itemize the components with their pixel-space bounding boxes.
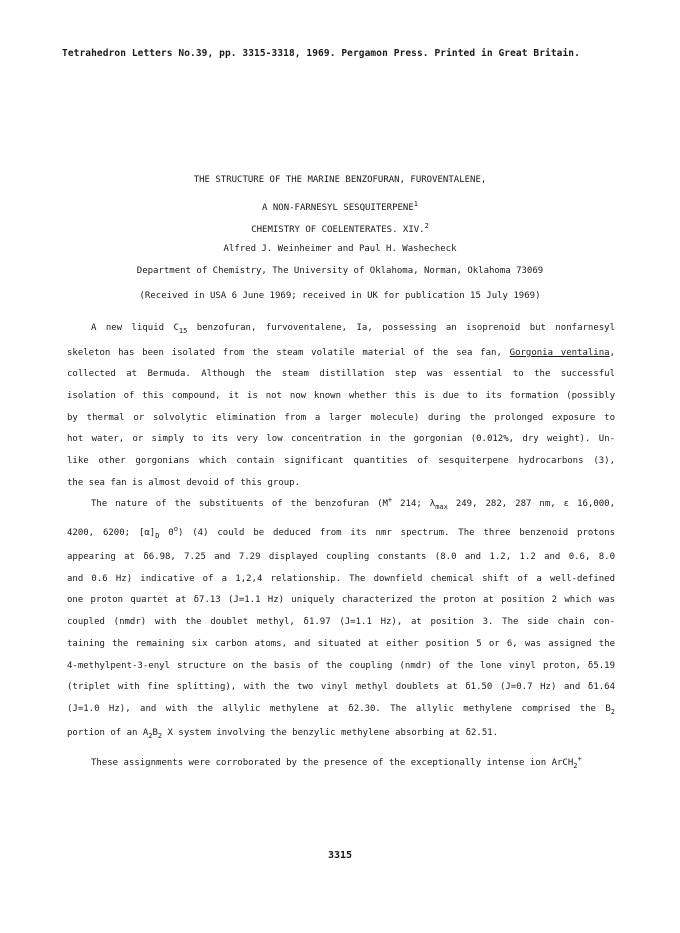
text-run: A new liquid C	[91, 323, 179, 333]
text-run: benzofuran, furvoventalene, Ia, possessing an isoprenoid but nonfarnesyl	[187, 323, 615, 333]
text-run: ,	[609, 347, 615, 358]
page-number: 3315	[327, 850, 353, 861]
footnote-ref-2: 2	[424, 222, 429, 230]
paragraph-line: coupled (nmdr) with the doublet methyl, δ1.97 (J=1.1 Hz), at position 3. The side chain con-	[67, 617, 615, 628]
paragraph-line: the sea fan is almost devoid of this group.	[67, 477, 300, 488]
text-run: The nature of the substituents of the benzofuran (M	[91, 499, 388, 509]
subscript: max	[435, 502, 448, 511]
journal-header: Tetrahedron Letters No.39, pp. 3315-3318, 1969. Pergamon Press. Printed in Great Britain.	[62, 48, 580, 59]
paragraph-line: like other gorgonians which contain significant quantities of sesquiterpene hydrocarbons (3),	[67, 456, 615, 467]
text-run: (J=1.0 Hz), and with the allylic methylene at δ2.30. The allylic methylene comprised the B	[67, 703, 611, 714]
paragraph-line	[67, 519, 615, 548]
species-name: Gorgonia ventalina	[509, 347, 610, 358]
text-run: 4200, 6200; [α]	[67, 527, 156, 538]
paragraph-line	[67, 723, 615, 748]
article-title-line-1: THE STRUCTURE OF THE MARINE BENZOFURAN, FUROVENTALENE,	[193, 175, 487, 185]
subscript: 2	[157, 732, 163, 741]
paragraph-3	[67, 749, 615, 778]
article-title-line-2	[0, 200, 680, 213]
text-run: ) (4) could be deduced from its nmr spectrum. The three benzenoid protons	[177, 527, 615, 538]
paragraph-line	[67, 699, 615, 724]
affiliation: Department of Chemistry, The University of Oklahoma, Norman, Oklahoma 73069	[136, 266, 544, 276]
paragraph-line: appearing at δ6.98, 7.25 and 7.29 displayed coupling constants (8.0 and 1.2, 1.2 and 0.6, 8.0	[67, 552, 615, 562]
text-run: skeleton has been isolated from the steam volatile material of the sea fan,	[67, 347, 510, 358]
subscript: 15	[178, 326, 188, 335]
text-run: portion of an A	[67, 728, 149, 739]
paragraph-line	[67, 318, 615, 343]
text-run: 249, 282, 287 nm, ε 16,000,	[447, 499, 615, 509]
paragraph-line: one proton quartet at δ7.13 (J=1.1 Hz) uniquely characterized the proton at position 2 which was	[67, 595, 615, 606]
paragraph-line: taining the remaining six carbon atoms, and situated at either position 5 or 6, was assigned the	[67, 638, 615, 649]
title-line-2-text: A NON-FARNESYL SESQUITERPENE	[262, 203, 414, 213]
text-run: B	[152, 728, 158, 739]
subscript: 2	[573, 761, 578, 770]
received-dates: (Received in USA 6 June 1969; received in UK for publication 15 July 1969)	[139, 291, 541, 301]
subscript: D	[155, 531, 160, 540]
text-run: X system involving the benzylic methylene absorbing at δ2.51.	[162, 728, 499, 739]
paragraph-line	[67, 749, 615, 778]
paragraph-1	[67, 318, 615, 494]
superscript: o	[173, 524, 178, 533]
text-run: These assignments were corroborated by the presence of the exceptionally intense ion ArCH	[91, 758, 574, 768]
title-line-3-text: CHEMISTRY OF COELENTERATES. XIV.	[251, 225, 425, 235]
text-run: 0	[159, 527, 174, 538]
paragraph-line	[67, 490, 615, 519]
subscript: 2	[148, 732, 153, 741]
paragraph-2	[67, 490, 615, 748]
paragraph-line: 4-methylpent-3-enyl structure on the basis of the coupling (nmdr) of the lone vinyl proton, δ5.19	[67, 660, 615, 671]
footnote-ref-1: 1	[413, 200, 418, 208]
text-run: 214; λ	[392, 499, 436, 509]
paragraph-line: hot water, or simply to its very low concentration in the gorgonian (0.012%, dry weight). Un-	[67, 434, 615, 445]
paragraph-line: isolation of this compound, it is not now known whether this is due to its formation (possibly	[67, 390, 615, 401]
superscript: +	[577, 755, 582, 763]
paragraph-line	[67, 343, 615, 365]
article-title-line-3	[0, 222, 680, 235]
paragraph-line: (triplet with fine splitting), with the two vinyl methyl doublets at δ1.50 (J=0.7 Hz) and δ1.64	[67, 682, 615, 693]
paragraph-line: by thermal or solvolytic elimination from a larger molecule) during the prolonged exposure to	[67, 412, 615, 423]
subscript: 2	[610, 707, 615, 716]
paragraph-line: collected at Bermuda. Although the steam distillation step was essential to the successful	[67, 369, 615, 380]
paragraph-line: and 0.6 Hz) indicative of a 1,2,4 relationship. The downfield chemical shift of a well-defined	[67, 573, 615, 584]
superscript: +	[387, 496, 393, 504]
authors: Alfred J. Weinheimer and Paul H. Washecheck	[223, 244, 457, 254]
